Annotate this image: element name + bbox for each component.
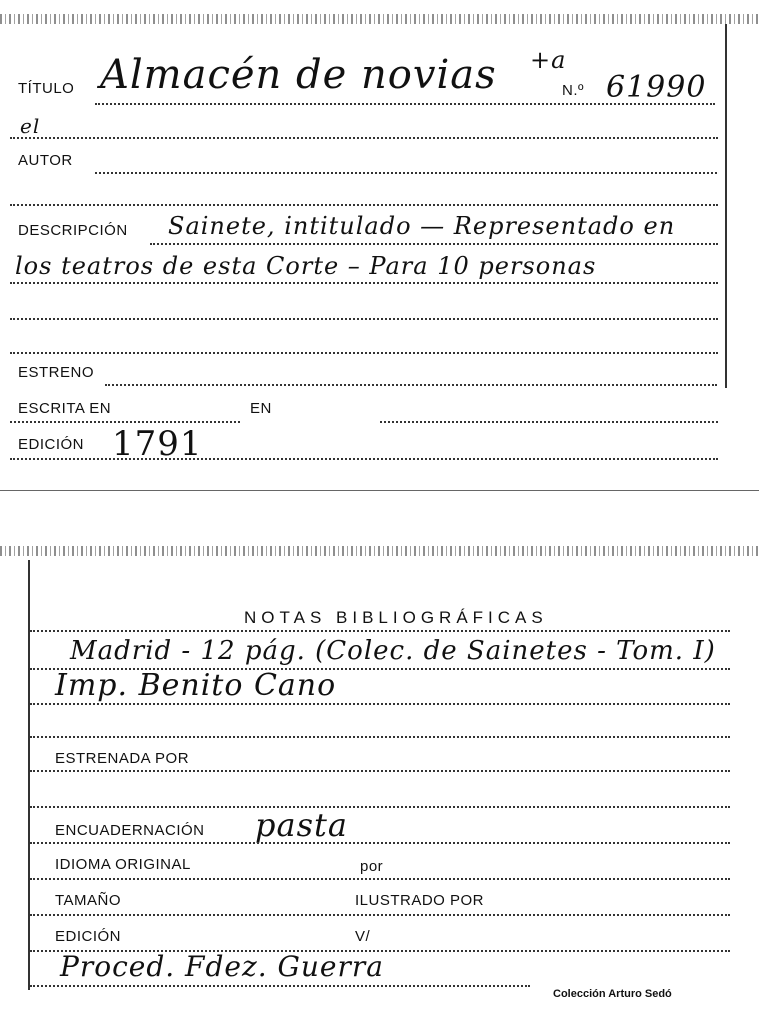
descripcion-line-4 [10, 318, 718, 320]
card2-left-border [28, 560, 30, 990]
card2-top-edge [0, 546, 759, 556]
card-right-border [725, 24, 727, 388]
edicion-label: EDICIÓN [18, 436, 85, 453]
autor-line [95, 172, 717, 174]
escrita-line [10, 421, 240, 423]
proced-line [30, 985, 530, 987]
numero-value: 61990 [606, 70, 707, 105]
titulo-line-2 [10, 137, 718, 139]
titulo-suffix: +a [530, 46, 567, 74]
notas-line-3-rule [30, 736, 730, 738]
va-label: V/ [355, 928, 371, 945]
estreno-label: ESTRENO [18, 364, 95, 381]
descripcion-line-1: Sainete, intitulado — Representado en [168, 212, 676, 240]
card-bottom-edge [0, 490, 759, 491]
idioma-label: IDIOMA ORIGINAL [55, 856, 191, 873]
estreno-line [105, 384, 717, 386]
escrita-en-label: ESCRITA EN [18, 400, 112, 417]
titulo-value: Almacén de novias [100, 52, 497, 98]
titulo-line [95, 103, 715, 105]
edicion2-label: EDICIÓN [55, 928, 122, 945]
encuadernacion-value: pasta [255, 806, 348, 844]
descripcion-line [150, 243, 718, 245]
idioma-line [30, 878, 730, 880]
descripcion-line-3 [10, 282, 718, 284]
estrenada-line-2 [30, 806, 730, 808]
card-top-edge [0, 14, 759, 24]
descripcion-line-5 [10, 352, 718, 354]
estrenada-label: ESTRENADA POR [55, 750, 190, 767]
tamano-label: TAMAÑO [55, 892, 122, 909]
en-line [380, 421, 718, 423]
autor-label: AUTOR [18, 152, 73, 169]
titulo-cont: el [20, 114, 41, 138]
ilustrado-label: ILUSTRADO POR [355, 892, 485, 909]
en-label: EN [250, 400, 272, 417]
autor-line-2 [10, 204, 718, 206]
descripcion-label: DESCRIPCIÓN [18, 222, 128, 239]
descripcion-line-2: los teatros de esta Corte – Para 10 personas [15, 252, 597, 280]
notas-line-1: Madrid - 12 pág. (Colec. de Sainetes - Tom. I) [70, 636, 716, 666]
tamano-line [30, 914, 730, 916]
notas-header-line [30, 630, 730, 632]
por-label: por [360, 858, 384, 875]
edicion-value: 1791 [112, 424, 203, 464]
edicion-line [10, 458, 718, 460]
encuadernacion-label: ENCUADERNACIÓN [55, 822, 205, 839]
titulo-label: TÍTULO [18, 80, 75, 97]
coleccion-footer: Colección Arturo Sedó [553, 988, 672, 1000]
estrenada-line [30, 770, 730, 772]
notas-header: NOTAS BIBLIOGRÁFICAS [244, 608, 548, 627]
encuadernacion-line [30, 842, 730, 844]
notas-line-2: Imp. Benito Cano [55, 668, 337, 703]
numero-label: N.º [562, 82, 584, 99]
proced-value: Proced. Fdez. Guerra [60, 950, 384, 983]
notas-line-2-rule [30, 703, 730, 705]
